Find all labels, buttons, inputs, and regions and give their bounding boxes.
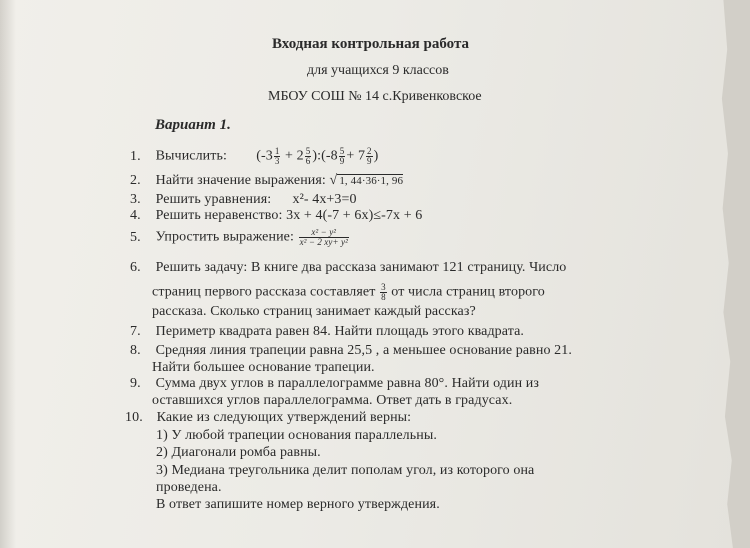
task-number: 4.: [130, 208, 141, 223]
variant-label: Вариант 1.: [155, 117, 231, 133]
fraction: $\frac{5}{6}$: [305, 146, 311, 166]
expr-part: + 7: [346, 148, 366, 164]
task-7: [130, 324, 524, 340]
task-9: [130, 376, 539, 392]
task-number: 7.: [130, 324, 141, 339]
task-6-line-2: [152, 283, 545, 302]
task-text: Сумма двух углов в параллелограмме равна 80°. Найти один из: [155, 376, 540, 391]
option-3: 3) Медиана треугольника делит пополам угол, из которого она: [156, 463, 535, 478]
task-number: 10.: [125, 410, 143, 425]
option-2: 2) Диагонали ромба равны.: [156, 445, 321, 460]
expr-part: + 2: [281, 148, 304, 164]
task-number: 2.: [130, 173, 141, 188]
fraction: $\frac{\text{x² − y²}}{\text{x² − 2 xy+ y²}}$: [299, 227, 348, 247]
task-number: 3.: [130, 192, 141, 207]
task-number: 1.: [130, 148, 141, 164]
task-text: страниц первого рассказа составляет: [152, 284, 376, 300]
expr-part: (-3: [256, 148, 273, 164]
task-text: Вычислить:: [155, 148, 227, 164]
task-4: [130, 208, 422, 224]
fraction: $\frac{1}{3}$: [274, 146, 280, 166]
task-text: Какие из следующих утверждений верны:: [156, 410, 412, 425]
paper-shadow: [0, 0, 16, 548]
expr-part: ): [373, 148, 379, 164]
fraction: $\frac{3}{8}$: [381, 282, 386, 302]
expr-part: ):(-8: [312, 148, 338, 164]
task-text: Решить уравнения:: [155, 192, 272, 207]
equation: x²- 4x+3=0: [292, 192, 357, 207]
task-5: [130, 228, 350, 247]
task-text: Найти значение выражения:: [155, 173, 326, 188]
task-1: [130, 147, 378, 166]
option-1: 1) У любой трапеции основания параллельны.: [156, 428, 437, 443]
task-6: [130, 260, 566, 276]
fraction: $\frac{2}{9}$: [367, 146, 372, 166]
doc-school: МБОУ СОШ № 14 с.Кривенковское: [268, 89, 482, 104]
task-8: [130, 343, 572, 359]
torn-paper-edge: [712, 0, 750, 548]
task-number: 5.: [130, 229, 141, 245]
task-text: Упростить выражение:: [155, 229, 294, 245]
task-text: Решить неравенство: 3x + 4(-7 + 6x)≤-7x + 6: [155, 208, 423, 223]
task-number: 6.: [130, 260, 141, 275]
task-3: [130, 192, 357, 208]
fraction: $\frac{5}{9}$: [339, 146, 345, 166]
doc-title: Входная контрольная работа: [272, 36, 470, 52]
task-text: Решить задачу: В книге два рассказа занимают 121 страницу. Число: [155, 260, 567, 275]
task-text: Периметр квадрата равен 84. Найти площадь этого квадрата.: [155, 324, 525, 339]
task-number: 9.: [130, 376, 141, 391]
task-9-line-2: оставшихся углов параллелограмма. Ответ дать в градусах.: [152, 393, 513, 408]
task-8-line-2: Найти большее основание трапеции.: [152, 360, 375, 375]
task-2: [130, 173, 403, 189]
doc-subtitle: для учащихся 9 классов: [307, 63, 449, 78]
task-number: 8.: [130, 343, 141, 358]
task-10: [125, 410, 411, 426]
task-6-line-3: рассказа. Сколько страниц занимает каждый рассказ?: [152, 304, 476, 319]
option-3-cont: проведена.: [156, 480, 222, 495]
answer-instruction: В ответ запишите номер верного утверждения.: [156, 497, 440, 512]
sqrt-radicand: 1, 44·36·1, 96: [339, 175, 404, 187]
task-text: от числа страниц второго: [391, 284, 545, 300]
task-text: Средняя линия трапеции равна 25,5 , а меньшее основание равно 21.: [155, 343, 572, 358]
sqrt-sign: √: [329, 173, 338, 188]
